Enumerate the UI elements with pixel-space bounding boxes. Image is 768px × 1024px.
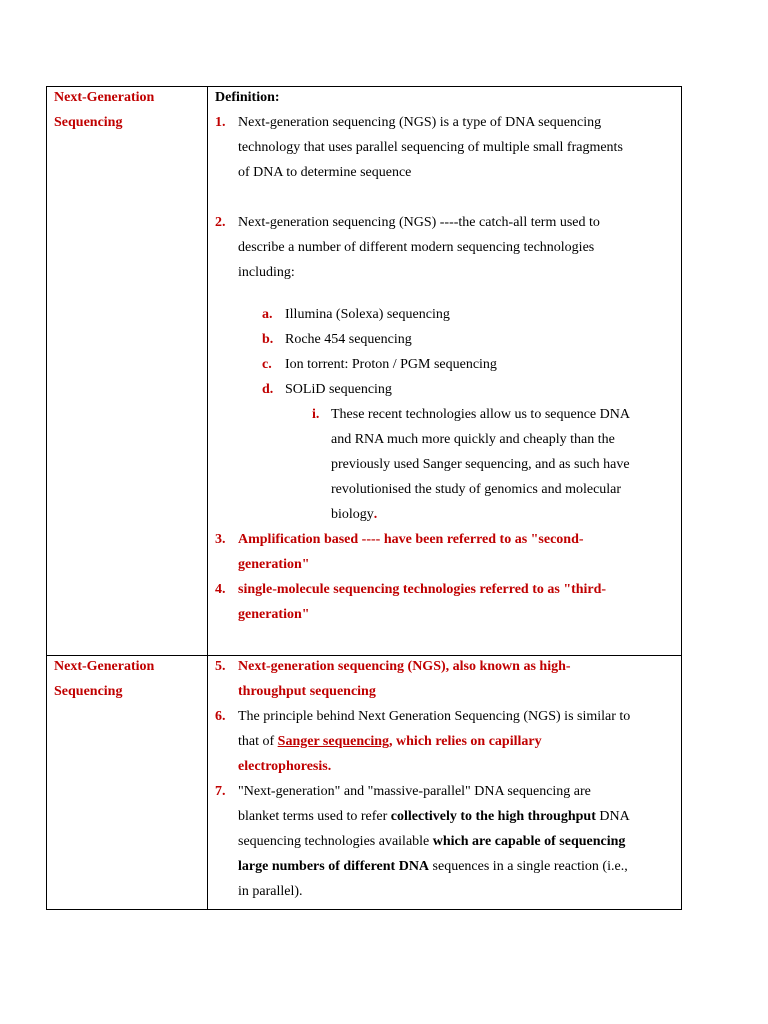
subitem-d-number: d. xyxy=(262,382,274,397)
row-label-line1: Next-Generation xyxy=(54,90,155,105)
subsubitem-line: and RNA much more quickly and cheaply than the xyxy=(331,432,615,447)
subsubitem-line-last xyxy=(331,502,377,527)
subitem-b-text: Roche 454 sequencing xyxy=(285,332,412,347)
item-4-line: single-molecule sequencing technologies referred to as "third- xyxy=(238,582,607,597)
item-7-line xyxy=(238,854,628,879)
item-7-line3-bold: which are capable of sequencing xyxy=(432,834,626,849)
row-content-cell xyxy=(208,656,681,909)
item-7-line2-pre: blanket terms used to refer xyxy=(238,809,391,824)
row-label-line2: Sequencing xyxy=(54,684,123,699)
item-3-number: 3. xyxy=(215,532,226,547)
row-label-cell xyxy=(47,87,208,655)
subsubitem-line: These recent technologies allow us to sequence DNA xyxy=(331,407,630,422)
table-row xyxy=(47,655,681,909)
subsubitem-period: . xyxy=(373,507,378,522)
item-2-number: 2. xyxy=(215,215,226,230)
subitem-b-number: b. xyxy=(262,332,274,347)
table-row xyxy=(47,87,681,655)
subitem-d-text: SOLiD sequencing xyxy=(285,382,392,397)
item-2-line: including: xyxy=(238,265,295,280)
row-label-cell xyxy=(47,656,208,909)
item-2-line: describe a number of different modern sequencing technologies xyxy=(238,240,595,255)
definition-heading: Definition: xyxy=(215,90,280,105)
subsubitem-line: previously used Sanger sequencing, and as such have xyxy=(331,457,630,472)
item-1-line: of DNA to determine sequence xyxy=(238,165,412,180)
item-7-line: in parallel). xyxy=(238,884,303,899)
item-1-line: Next-generation sequencing (NGS) is a type of DNA sequencing xyxy=(238,115,602,130)
item-7-line: "Next-generation" and "massive-parallel" DNA sequencing are xyxy=(238,784,591,799)
subsubitem-line: revolutionised the study of genomics and molecular xyxy=(331,482,622,497)
item-1-number: 1. xyxy=(215,115,226,130)
item-3-line: generation" xyxy=(238,557,310,572)
item-7-line2-post: DNA xyxy=(595,809,630,824)
item-6-line: The principle behind Next Generation Sequencing (NGS) is similar to xyxy=(238,709,631,724)
item-7-line xyxy=(238,829,625,854)
subitem-c-number: c. xyxy=(262,357,272,372)
item-7-number: 7. xyxy=(215,784,226,799)
subitem-c-text: Ion torrent: Proton / PGM sequencing xyxy=(285,357,497,372)
item-6-line xyxy=(238,729,542,754)
item-5-line: Next-generation sequencing (NGS), also known as high- xyxy=(238,659,571,674)
subitem-a-text: Illumina (Solexa) sequencing xyxy=(285,307,450,322)
item-6-line2-post: , which relies on capillary xyxy=(389,734,542,749)
item-1-line: technology that uses parallel sequencing of multiple small fragments xyxy=(238,140,623,155)
item-6-line: electrophoresis. xyxy=(238,759,332,774)
item-3-line: Amplification based ---- have been referred to as "second- xyxy=(238,532,584,547)
item-7-line3-pre: sequencing technologies available xyxy=(238,834,433,849)
item-7-line4-bold: large numbers of different DNA xyxy=(238,859,430,874)
item-4-number: 4. xyxy=(215,582,226,597)
item-4-line: generation" xyxy=(238,607,310,622)
item-7-line2-bold: collectively to the high throughput xyxy=(390,809,596,824)
row-content-cell xyxy=(208,87,681,655)
row-label-line2: Sequencing xyxy=(54,115,123,130)
item-6-number: 6. xyxy=(215,709,226,724)
subsubitem-i-number: i. xyxy=(312,407,320,422)
item-5-line: throughput sequencing xyxy=(238,684,376,699)
subitem-a-number: a. xyxy=(262,307,273,322)
item-7-line4-post: sequences in a single reaction (i.e., xyxy=(429,859,628,874)
subsubitem-last-text: biology xyxy=(331,507,374,522)
content-table xyxy=(46,86,682,910)
item-2-line: Next-generation sequencing (NGS) ----the catch-all term used to xyxy=(238,215,600,230)
item-5-number: 5. xyxy=(215,659,226,674)
item-7-line xyxy=(238,804,630,829)
item-6-line2-pre: that of xyxy=(238,734,278,749)
sanger-sequencing-link[interactable]: Sanger sequencing xyxy=(277,734,390,749)
row-label-line1: Next-Generation xyxy=(54,659,155,674)
